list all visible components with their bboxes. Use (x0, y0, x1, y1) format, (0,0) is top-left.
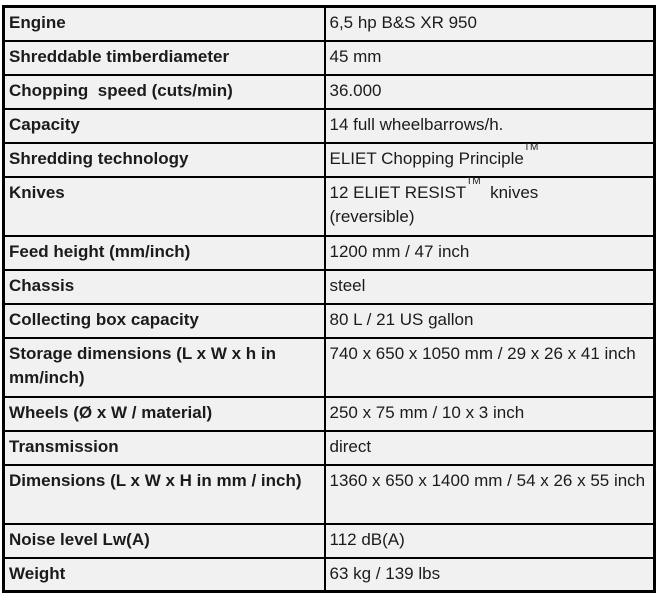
spec-label: Collecting box capacity (9, 309, 199, 329)
spec-value-cell (325, 431, 655, 465)
spec-label: Transmission (9, 436, 119, 456)
table-row (4, 143, 655, 177)
spec-label-cell (4, 41, 325, 75)
table-row (4, 338, 655, 397)
spec-label: Storage dimensions (L x W x h in mm/inch) (9, 343, 281, 387)
spec-label: Capacity (9, 114, 80, 134)
spec-value: 1360 x 650 x 1400 mm / 54 x 26 x 55 inch (329, 470, 646, 490)
spec-label-cell (4, 397, 325, 431)
table-row (4, 109, 655, 143)
table-row (4, 7, 655, 41)
spec-value: steel (329, 275, 366, 295)
spec-value: 740 x 650 x 1050 mm / 29 x 26 x 41 inch (329, 343, 636, 363)
spec-value-cell (325, 338, 655, 397)
spec-label: Chopping speed (cuts/min) (9, 80, 233, 100)
spec-value-cell (325, 236, 655, 270)
spec-label: Dimensions (L x W x H in mm / inch) (9, 470, 302, 490)
spec-label: Weight (9, 563, 66, 583)
spec-value-line2: (reversible) (329, 206, 415, 226)
spec-label-cell (4, 143, 325, 177)
spec-value: knives (480, 182, 539, 202)
spec-value: direct (329, 436, 372, 456)
spec-label-cell (4, 431, 325, 465)
spec-value-cell (325, 143, 655, 177)
spec-value: 14 full wheelbarrows/h. (329, 114, 504, 134)
spec-value-cell (325, 524, 655, 558)
spec-value-cell (325, 304, 655, 338)
spec-label-cell (4, 465, 325, 524)
spec-label-cell (4, 524, 325, 558)
spec-value: 112 dB(A) (329, 529, 405, 549)
table-row (4, 431, 655, 465)
table-row (4, 270, 655, 304)
spec-value-cell (325, 397, 655, 431)
spec-value-cell (325, 270, 655, 304)
table-row (4, 465, 655, 524)
spec-label-cell (4, 304, 325, 338)
spec-label: Chassis (9, 275, 75, 295)
spec-label: Knives (9, 182, 65, 202)
table-row (4, 524, 655, 558)
spec-label: Shredding technology (9, 148, 189, 168)
spec-label-cell (4, 270, 325, 304)
spec-label-cell (4, 338, 325, 397)
spec-value: 6,5 hp B&S XR 950 (329, 13, 477, 32)
table-row (4, 41, 655, 75)
spec-label-cell (4, 236, 325, 270)
spec-label-cell (4, 109, 325, 143)
spec-value-cell (325, 41, 655, 75)
table-row (4, 304, 655, 338)
spec-value-cell (325, 75, 655, 109)
trademark-superscript: TM (466, 175, 481, 187)
spec-label: Shreddable timberdiameter (9, 46, 230, 66)
spec-label: Wheels (Ø x W / material) (9, 402, 213, 422)
spec-value-cell (325, 558, 655, 592)
spec-label-cell (4, 558, 325, 592)
spec-label: Noise level Lw(A) (9, 529, 150, 549)
spec-value: 36.000 (329, 80, 382, 100)
spec-value-cell (325, 465, 655, 524)
table-row (4, 75, 655, 109)
table-row (4, 397, 655, 431)
table-row (4, 177, 655, 236)
spec-label: Engine (9, 13, 66, 32)
table-row (4, 236, 655, 270)
spec-value: 1200 mm / 47 inch (329, 241, 470, 261)
spec-label: Feed height (mm/inch) (9, 241, 191, 261)
spec-value-cell (325, 109, 655, 143)
trademark-superscript: TM (523, 141, 539, 153)
spec-label-cell (4, 177, 325, 236)
spec-value: 250 x 75 mm / 10 x 3 inch (329, 402, 525, 422)
spec-value: 12 ELIET RESIST (329, 182, 467, 202)
spec-label-cell (4, 75, 325, 109)
spec-label-cell (4, 7, 325, 41)
spec-value: 80 L / 21 US gallon (329, 309, 474, 329)
table-row (4, 558, 655, 592)
spec-value-cell (325, 7, 655, 41)
spec-value: 63 kg / 139 lbs (329, 563, 441, 583)
spec-value-cell (325, 177, 655, 236)
spec-value: 45 mm (329, 46, 382, 66)
spec-value: ELIET Chopping Principle (329, 148, 524, 168)
specifications-table (2, 5, 656, 593)
